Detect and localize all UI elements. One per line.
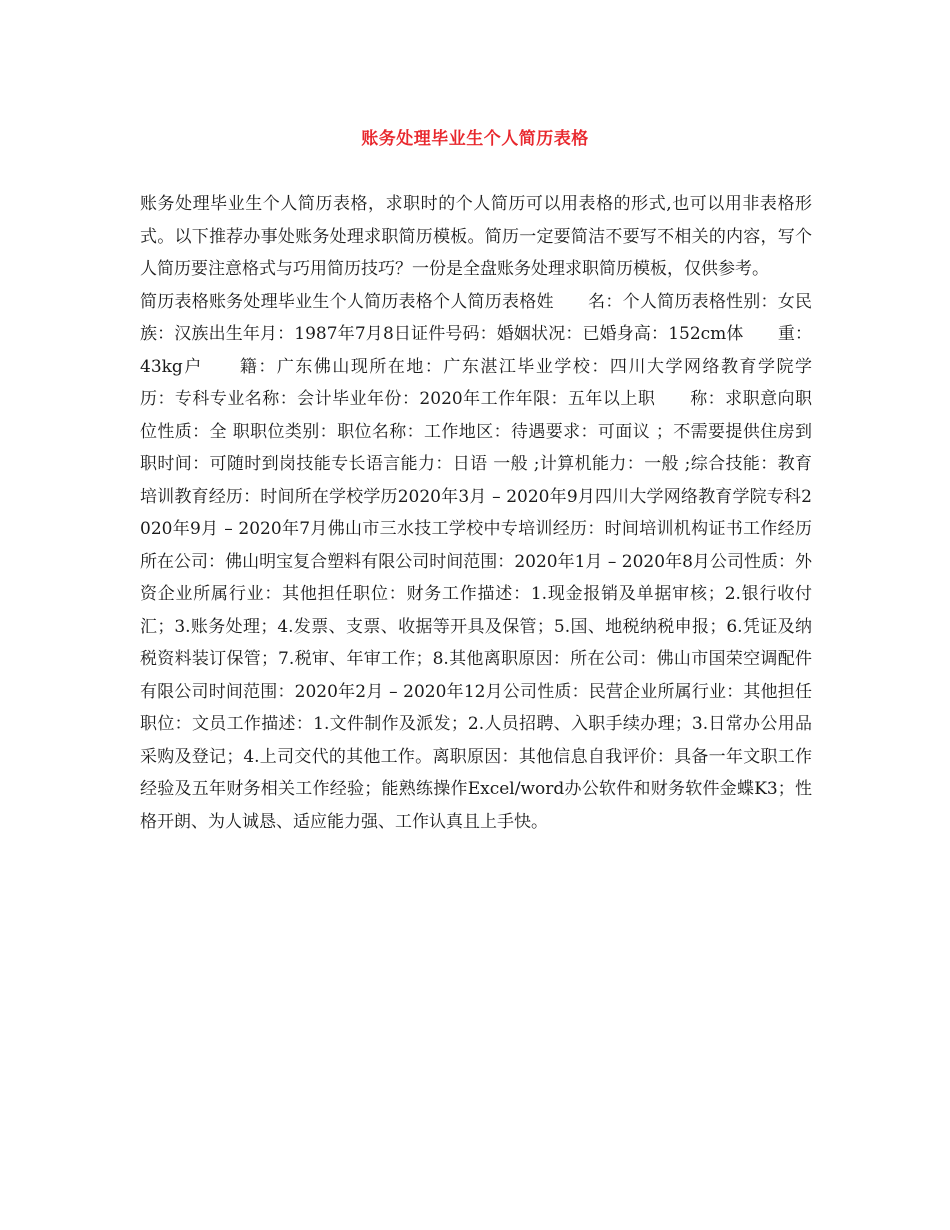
intro-paragraph: 账务处理毕业生个人简历表格，求职时的个人简历可以用表格的形式,也可以用非表格形式。以下推荐办事处账务处理求职简历模板。简历一定要简洁不要写不相关的内容，写个人简历要注意格式与巧用简历技巧？一份是全盘账务处理求职简历模板，仅供参考。 — [140, 194, 812, 279]
document-body — [140, 188, 846, 838]
resume-details-paragraph: 简历表格账务处理毕业生个人简历表格个人简历表格姓 名：个人简历表格性别：女民 族：汉族出生年月：1987年7月8日证件号码：婚姻状况：已婚身高：152cm体 重：43kg户 籍：广东佛山现所在地：广东湛江毕业学校：四川大学网络教育学院学 历：专科专业名称：会计毕业年份：2020年工作年限：五年以上职 称：求职意向职位性质：全 职职位类别：职位名称：工作地区：待遇要求：可面议 ；不需要提供住房到职时间：可随时到岗技能专长语言能力：日语 一般 ;计算机能力：一般 ;综合技能：教育培训教育经历：时间所在学校学历2020年3月 – 2020年9月四川大学网络教育学院专科2020年9月 – 2020年7月佛山市三水技工学校中专培训经历：时间培训机构证书工作经历所在公司：佛山明宝复合塑料有限公司时间范围：2020年1月 – 2020年8月公司性质：外资企业所属行业：其他担任职位：财务工作描述：1.现金报销及单据审核；2.银行收付汇；3.账务处理；4.发票、支票、收据等开具及保管；5.国、地税纳税申报；6.凭证及纳税资料装订保管；7.税审、年审工作；8.其他离职原因：所在公司：佛山市国荣空调配件有限公司时间范围：2020年2月 – 2020年12月公司性质：民营企业所属行业：其他担任职位：文员工作描述：1.文件制作及派发；2.人员招聘、入职手续办理；3.日常办公用品采购及登记；4.上司交代的其他工作。离职原因：其他信息自我评价：具备一年文职工作经验及五年财务相关工作经验；能熟练操作Excel/word办公软件和财务软件金蝶K3；性格开朗、为人诚恳、适应能力强、工作认真且上手快。 — [140, 291, 846, 832]
document-title: 账务处理毕业生个人简历表格 — [361, 129, 589, 149]
